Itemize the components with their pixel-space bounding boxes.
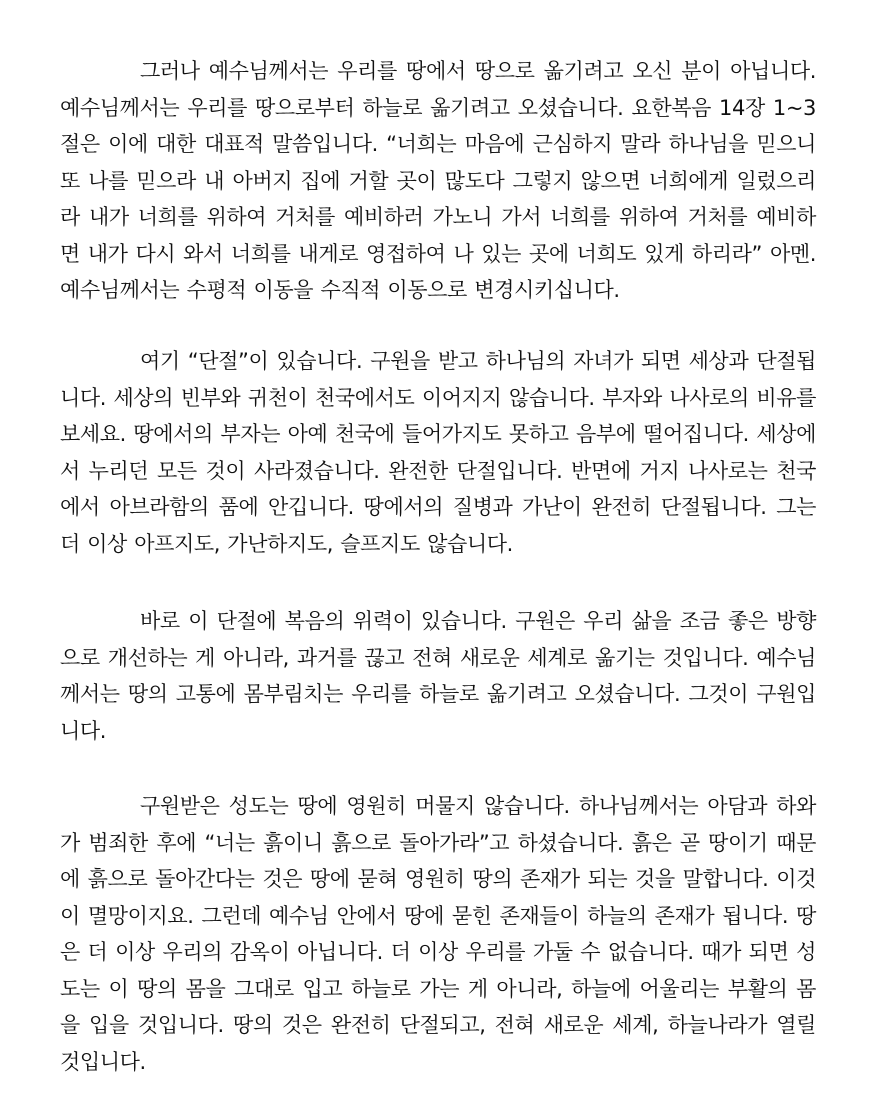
paragraph-2: 여기 “단절”이 있습니다. 구원을 받고 하나님의 자녀가 되면 세상과 단절됩니다. 세상의 빈부와 귀천이 천국에서도 이어지지 않습니다. 부자와 나사로의 비유를 보세요. 땅에서의 부자는 아예 천국에 들어가지도 못하고 음부에 떨어집니다. 세상에서 누리던 모든 것이 사라졌습니다. 완전한 단절입니다. 반면에 거지 나사로는 천국에서 아브라함의 품에 안깁니다. 땅에서의 질병과 가난이 완전히 단절됩니다. 그는 더 이상 아프지도, 가난하지도, 슬프지도 않습니다. [60,349,816,556]
paragraph-3: 바로 이 단절에 복음의 위력이 있습니다. 구원은 우리 삶을 조금 좋은 방향으로 개선하는 게 아니라, 과거를 끊고 전혀 새로운 세계로 옮기는 것입니다. 예수님께서는 땅의 고통에 몸부림치는 우리를 하늘로 옮기려고 오셨습니다. 그것이 구원입니다. [60,609,816,743]
paragraph-1: 그러나 예수님께서는 우리를 땅에서 땅으로 옮기려고 오신 분이 아닙니다. 예수님께서는 우리를 땅으로부터 하늘로 옮기려고 오셨습니다. 요한복음 14장 1~3절은 이에 대한 대표적 말씀입니다. “너희는 마음에 근심하지 말라 하나님을 믿으니 또 나를 믿으라 내 아버지 집에 거할 곳이 많도다 그렇지 않으면 너희에게 일렀으리라 내가 너희를 위하여 거처를 예비하러 가노니 가서 너희를 위하여 거처를 예비하면 내가 다시 와서 너희를 내게로 영접하여 나 있는 곳에 너희도 있게 하리라” 아멘. 예수님께서는 수평적 이동을 수직적 이동으로 변경시키십니다. [60,59,816,302]
paragraph-4: 구원받은 성도는 땅에 영원히 머물지 않습니다. 하나님께서는 아담과 하와가 범죄한 후에 “너는 흙이니 흙으로 돌아가라”고 하셨습니다. 흙은 곧 땅이기 때문에 흙으로 돌아간다는 것은 땅에 묻혀 영원히 땅의 존재가 되는 것을 말합니다. 이것이 멸망이지요. 그런데 예수님 안에서 땅에 묻힌 존재들이 하늘의 존재가 됩니다. 땅은 더 이상 우리의 감옥이 아닙니다. 더 이상 우리를 가둘 수 없습니다. 때가 되면 성도는 이 땅의 몸을 그대로 입고 하늘로 가는 게 아니라, 하늘에 어울리는 부활의 몸을 입을 것입니다. 땅의 것은 완전히 단절되고, 전혀 새로운 세계, 하늘나라가 열릴 것입니다. [60,794,816,1074]
